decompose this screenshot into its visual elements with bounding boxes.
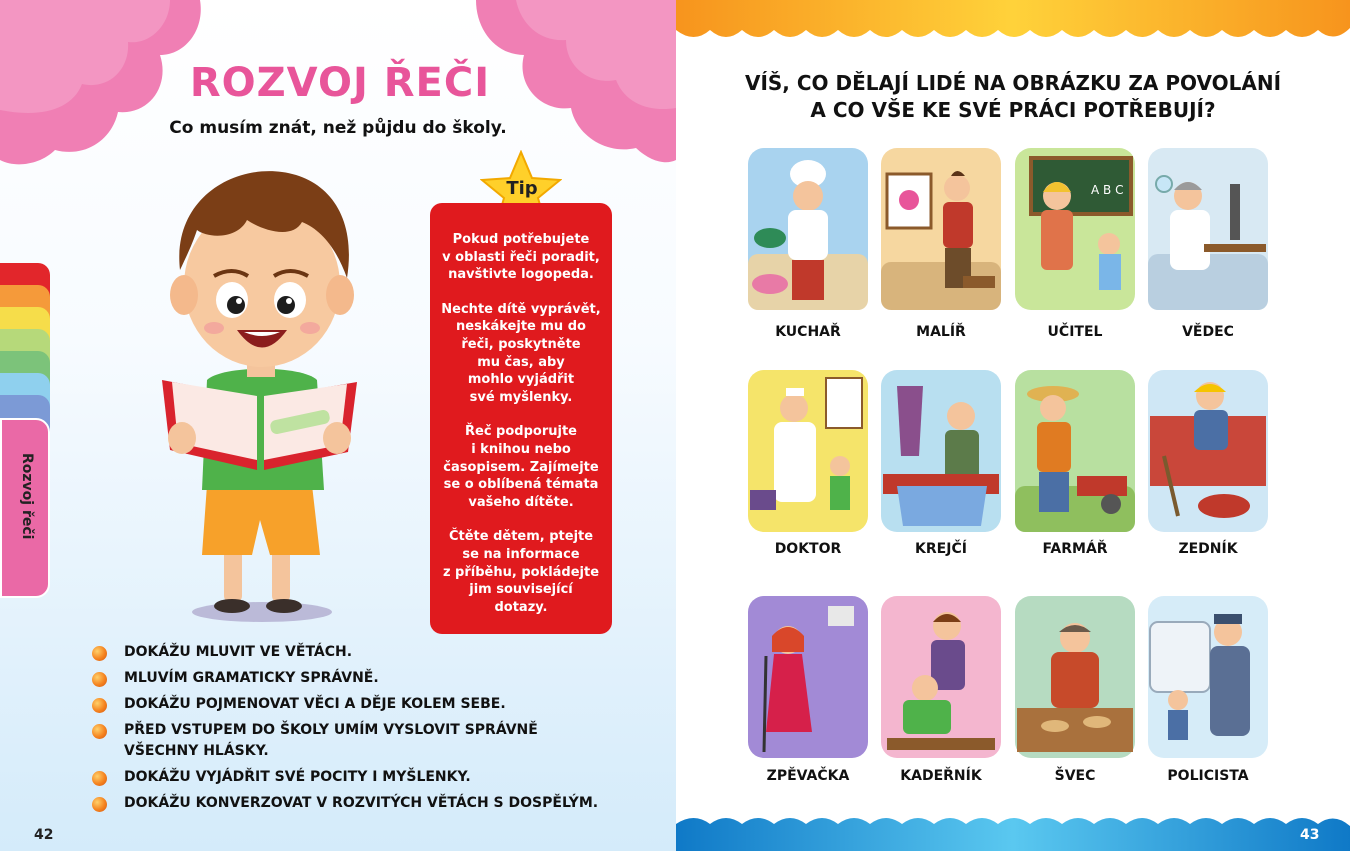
farmer-illustration bbox=[1011, 366, 1139, 536]
profession-label: ŠVEC bbox=[1054, 768, 1096, 784]
orange-scallop-border bbox=[676, 0, 1350, 44]
profession-label: KUCHAŘ bbox=[775, 324, 841, 340]
skill-text: MLUVÍM GRAMATICKY SPRÁVNĚ. bbox=[124, 670, 379, 686]
policeman-illustration bbox=[1144, 592, 1272, 762]
bricklayer-illustration bbox=[1144, 366, 1272, 536]
chef-illustration bbox=[744, 144, 872, 314]
tip-paragraph: Čtěte dětem, ptejte se na informace z příběhu, pokládejte jim související dotazy. bbox=[442, 529, 600, 615]
tailor-illustration bbox=[877, 366, 1005, 536]
tip-badge: Tip bbox=[506, 178, 538, 199]
skill-item bbox=[92, 766, 612, 787]
profession-label: POLICISTA bbox=[1167, 768, 1249, 784]
skill-item bbox=[92, 693, 612, 714]
hairdresser-illustration bbox=[877, 592, 1005, 762]
doctor-illustration bbox=[744, 366, 872, 536]
question-heading bbox=[676, 70, 1350, 124]
skill-text: DOKÁŽU MLUVIT VE VĚTÁCH. bbox=[124, 644, 353, 660]
question-line-2: A CO VŠE KE SVÉ PRÁCI POTŘEBUJÍ? bbox=[810, 98, 1216, 122]
profession-label: ZEDNÍK bbox=[1178, 541, 1238, 557]
page-title: ROZVOJ ŘEČI bbox=[189, 60, 491, 106]
profession-label: KADEŘNÍK bbox=[900, 768, 982, 784]
chapter-tab-label: Rozvoj řeči bbox=[19, 453, 35, 540]
profession-label: DOKTOR bbox=[774, 541, 842, 557]
bullet-icon bbox=[92, 771, 107, 786]
svg-text:A B C: A B C bbox=[1091, 183, 1124, 197]
skills-list bbox=[92, 641, 612, 818]
page-number-right: 43 bbox=[1300, 827, 1320, 843]
tip-paragraph: Řeč podporujte i knihou nebo časopisem. Zajímejte se o oblíbená témata vašeho dítěte. bbox=[443, 424, 599, 510]
skill-item bbox=[92, 719, 612, 761]
question-line-1: VÍŠ, CO DĚLAJÍ LIDÉ NA OBRÁZKU ZA POVOLÁNÍ bbox=[744, 71, 1282, 95]
teacher-illustration bbox=[1011, 144, 1139, 314]
bullet-icon bbox=[92, 672, 107, 687]
tip-paragraph: Pokud potřebujete v oblasti řeči poradit, navštivte logopeda. bbox=[442, 232, 600, 283]
tip-box bbox=[430, 203, 612, 634]
skill-item bbox=[92, 641, 612, 662]
shoemaker-illustration bbox=[1011, 592, 1139, 762]
chapter-tabs bbox=[0, 263, 54, 598]
profession-label: VĚDEC bbox=[1182, 324, 1234, 340]
blue-scallop-border bbox=[676, 812, 1350, 851]
scientist-illustration bbox=[1144, 144, 1272, 314]
page-number-left: 42 bbox=[34, 827, 54, 843]
skill-text: DOKÁŽU VYJÁDŘIT SVÉ POCITY I MYŠLENKY. bbox=[124, 769, 471, 785]
boy-reading-illustration bbox=[152, 160, 372, 630]
profession-label: UČITEL bbox=[1047, 324, 1103, 340]
profession-label: FARMÁŘ bbox=[1042, 541, 1108, 557]
bullet-icon bbox=[92, 724, 107, 739]
skill-item bbox=[92, 792, 612, 813]
profession-label: KREJČÍ bbox=[915, 541, 967, 557]
singer-illustration bbox=[744, 592, 872, 762]
tip-paragraph: Nechte dítě vyprávět, neskákejte mu do řeči, poskytněte mu čas, aby mohlo vyjádřit své myšlenky. bbox=[441, 301, 601, 405]
right-page bbox=[676, 0, 1350, 851]
skill-text: DOKÁŽU POJMENOVAT VĚCI A DĚJE KOLEM SEBE. bbox=[124, 696, 506, 712]
bullet-icon bbox=[92, 698, 107, 713]
profession-label: ZPĚVAČKA bbox=[766, 768, 850, 784]
page-subtitle: Co musím znát, než půjdu do školy. bbox=[169, 118, 507, 138]
painter-illustration bbox=[877, 144, 1005, 314]
skill-text: PŘED VSTUPEM DO ŠKOLY UMÍM VYSLOVIT SPRÁVNĚ VŠECHNY HLÁSKY. bbox=[124, 722, 538, 759]
skill-item bbox=[92, 667, 612, 688]
bullet-icon bbox=[92, 646, 107, 661]
bullet-icon bbox=[92, 797, 107, 812]
skill-text: DOKÁŽU KONVERZOVAT V ROZVITÝCH VĚTÁCH S DOSPĚLÝM. bbox=[124, 795, 599, 811]
profession-label: MALÍŘ bbox=[916, 324, 966, 340]
